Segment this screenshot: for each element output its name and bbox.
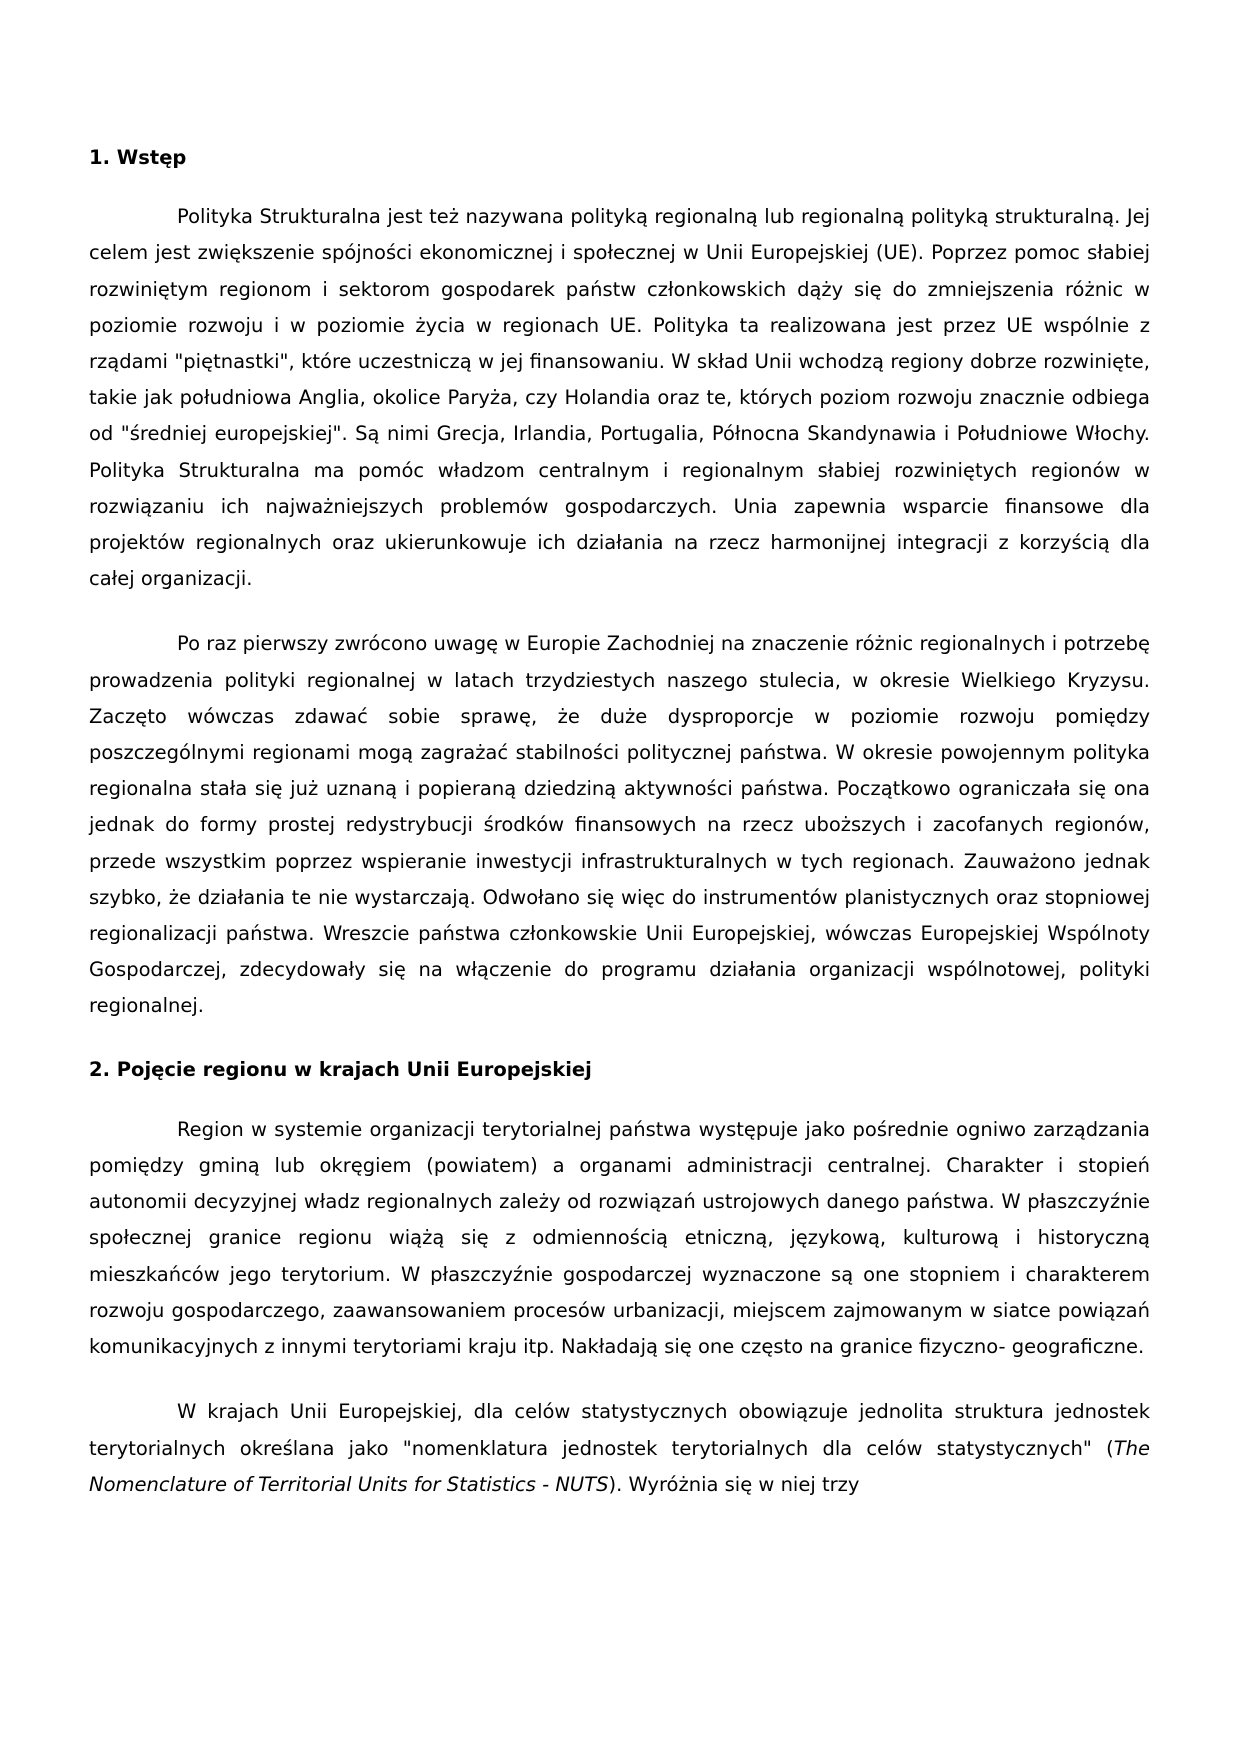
document-page: [89, 140, 1150, 1503]
paragraph-text: W krajach Unii Europejskiej, dla celów statystycznych obowiązuje jednolita struktura jednostek terytorialnych określana jako "nomenklatura jednostek terytorialnych dla celów statystycznych" (: [89, 1400, 1150, 1460]
paragraph: Polityka Strukturalna jest też nazywana polityką regionalną lub regionalną polityką strukturalną. Jej celem jest zwiększenie spójności ekonomicznej i społecznej w Unii Europejskiej (UE). Poprzez pomoc słabiej rozwiniętym regionom i sektorom gospodarek państw członkowskich dąży się do zmniejszenia różnic w poziomie rozwoju i w poziomie życia w regionach UE. Polityka ta realizowana jest przez UE wspólnie z rządami "piętnastki", które uczestniczą w jej finansowaniu. W skład Unii wchodzą regiony dobrze rozwinięte, takie jak południowa Anglia, okolice Paryża, czy Holandia oraz te, których poziom rozwoju znacznie odbiega od "średniej europejskiej". Są nimi Grecja, Irlandia, Portugalia, Północna Skandynawia i Południowe Włochy. Polityka Strukturalna ma pomóc władzom centralnym i regionalnym słabiej rozwiniętych regionów w rozwiązaniu ich najważniejszych problemów gospodarczych. Unia zapewnia wsparcie finansowe dla projektów regionalnych oraz ukierunkowuje ich działania na rzecz harmonijnej integracji z korzyścią dla całej organizacji.: [89, 205, 1150, 591]
paragraph-text: ). Wyróżnia się w niej trzy: [608, 1472, 860, 1496]
italic-title: The Nomenclature of Territorial Units for Statistics - NUTS: [89, 1436, 1150, 1496]
paragraph: Po raz pierwszy zwrócono uwagę w Europie Zachodniej na znaczenie różnic regionalnych i potrzebę prowadzenia polityki regionalnej w latach trzydziestych naszego stulecia, w okresie Wielkiego Kryzysu. Zaczęto wówczas zdawać sobie sprawę, że duże dysproporcje w poziomie rozwoju pomiędzy poszczególnymi regionami mogą zagrażać stabilności politycznej państwa. W okresie powojennym polityka regionalna stała się już uznaną i popieraną dziedziną aktywności państwa. Początkowo ograniczała się ona jednak do formy prostej redystrybucji środków finansowych na rzecz uboższych i zacofanych regionów, przede wszystkim poprzez wspieranie inwestycji infrastrukturalnych w tych regionach. Zauważono jednak szybko, że działania te nie wystarczają. Odwołano się więc do instrumentów planistycznych oraz stopniowej regionalizacji państwa. Wreszcie państwa członkowskie Unii Europejskiej, wówczas Europejskiej Wspólnoty Gospodarczej, zdecydowały się na włączenie do programu działania organizacji wspólnotowej, polityki regionalnej.: [89, 632, 1150, 1018]
paragraph: [89, 1394, 1150, 1503]
section-heading: 1. Wstęp: [89, 146, 187, 169]
paragraph: Region w systemie organizacji terytorialnej państwa występuje jako pośrednie ogniwo zarządzania pomiędzy gminą lub okręgiem (powiatem) a organami administracji centralnej. Charakter i stopień autonomii decyzyjnej władz regionalnych zależy od rozwiązań ustrojowych danego państwa. W płaszczyźnie społecznej granice regionu wiążą się z odmiennością etniczną, językową, kulturową i historyczną mieszkańców jego terytorium. W płaszczyźnie gospodarczej wyznaczone są one stopniem i charakterem rozwoju gospodarczego, zaawansowaniem procesów urbanizacji, miejscem zajmowanym w siatce powiązań komunikacyjnych z innymi terytoriami kraju itp. Nakładają się one często na granice fizyczno- geograficzne.: [89, 1117, 1150, 1359]
section-heading: 2. Pojęcie regionu w krajach Unii Europejskiej: [89, 1057, 592, 1081]
